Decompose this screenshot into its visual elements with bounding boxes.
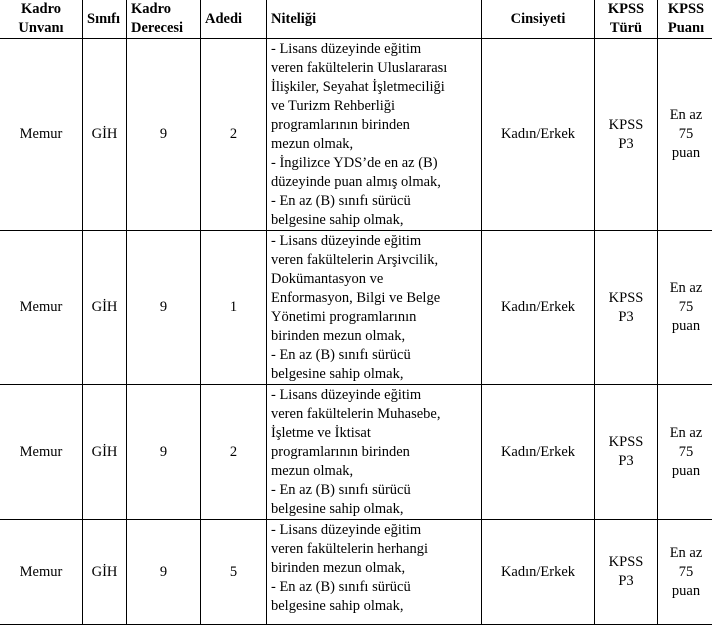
cell-niteligi-line: - En az (B) sınıfı sürücü bbox=[271, 346, 477, 365]
cell-kpss-puani bbox=[658, 385, 712, 520]
cell-kadro-derecesi: 9 bbox=[127, 520, 201, 625]
cell-niteligi-line: - Lisans düzeyinde eğitim bbox=[271, 40, 477, 59]
cell-adedi: 2 bbox=[201, 39, 267, 231]
cell-kpss-puani-line: 75 bbox=[662, 298, 710, 317]
table-row bbox=[0, 520, 712, 625]
table-row bbox=[0, 231, 712, 385]
cell-niteligi-line: birinden mezun olmak, bbox=[271, 327, 477, 346]
cell-adedi: 2 bbox=[201, 385, 267, 520]
cell-kpss-puani-line: 75 bbox=[662, 125, 710, 144]
cell-adedi: 1 bbox=[201, 231, 267, 385]
header-kpss-turu: KPSS Türü bbox=[595, 0, 658, 39]
cell-niteligi bbox=[267, 231, 482, 385]
cell-niteligi-line: - En az (B) sınıfı sürücü bbox=[271, 192, 477, 211]
cell-kpss-puani-line: En az bbox=[662, 544, 710, 563]
cell-sinifi: GİH bbox=[83, 385, 127, 520]
cell-kpss-puani-line: puan bbox=[662, 144, 710, 163]
cell-niteligi bbox=[267, 520, 482, 625]
header-kpss-puani: KPSS Puanı bbox=[658, 0, 712, 39]
header-adedi: Adedi bbox=[201, 0, 267, 39]
cell-kpss-turu bbox=[595, 385, 658, 520]
cell-kpss-puani-line: 75 bbox=[662, 563, 710, 582]
cell-kpss-turu-line: KPSS bbox=[599, 553, 653, 572]
cell-kpss-puani bbox=[658, 520, 712, 625]
header-sinifi: Sınıfı bbox=[83, 0, 127, 39]
cell-kadro-unvani: Memur bbox=[0, 385, 83, 520]
cell-kpss-turu-line: P3 bbox=[599, 452, 653, 471]
cell-kadro-unvani: Memur bbox=[0, 231, 83, 385]
cell-niteligi-line: veren fakültelerin herhangi bbox=[271, 540, 477, 559]
cell-niteligi-line: belgesine sahip olmak, bbox=[271, 500, 477, 519]
cell-kpss-puani bbox=[658, 39, 712, 231]
cell-niteligi-line: veren fakültelerin Uluslararası bbox=[271, 59, 477, 78]
cell-niteligi-line: ve Turizm Rehberliği bbox=[271, 97, 477, 116]
cell-niteligi-line: veren fakültelerin Muhasebe, bbox=[271, 405, 477, 424]
cell-kpss-puani bbox=[658, 231, 712, 385]
cell-niteligi-line: düzeyinde puan almış olmak, bbox=[271, 173, 477, 192]
cell-kpss-turu bbox=[595, 39, 658, 231]
cell-niteligi-line: - Lisans düzeyinde eğitim bbox=[271, 386, 477, 405]
cell-kadro-unvani: Memur bbox=[0, 39, 83, 231]
cell-niteligi-line: - En az (B) sınıfı sürücü bbox=[271, 578, 477, 597]
cell-kpss-turu bbox=[595, 520, 658, 625]
cell-niteligi-line: - Lisans düzeyinde eğitim bbox=[271, 232, 477, 251]
cell-kpss-turu-line: KPSS bbox=[599, 289, 653, 308]
cell-kpss-turu bbox=[595, 231, 658, 385]
header-cinsiyeti: Cinsiyeti bbox=[482, 0, 595, 39]
cell-niteligi bbox=[267, 39, 482, 231]
cell-kadro-derecesi: 9 bbox=[127, 231, 201, 385]
cell-niteligi-line: Dokümantasyon ve bbox=[271, 270, 477, 289]
cell-kpss-puani-line: En az bbox=[662, 279, 710, 298]
cell-kpss-puani-line: En az bbox=[662, 106, 710, 125]
cell-kadro-derecesi: 9 bbox=[127, 39, 201, 231]
cell-niteligi-line: İlişkiler, Seyahat İşletmeciliği bbox=[271, 78, 477, 97]
cell-kpss-turu-line: P3 bbox=[599, 308, 653, 327]
cell-cinsiyeti: Kadın/Erkek bbox=[482, 39, 595, 231]
cell-niteligi-line: mezun olmak, bbox=[271, 462, 477, 481]
cell-cinsiyeti: Kadın/Erkek bbox=[482, 520, 595, 625]
cell-sinifi: GİH bbox=[83, 231, 127, 385]
cell-niteligi-line: birinden mezun olmak, bbox=[271, 559, 477, 578]
header-kadro-unvani: Kadro Unvanı bbox=[0, 0, 83, 39]
cell-adedi: 5 bbox=[201, 520, 267, 625]
cell-sinifi: GİH bbox=[83, 520, 127, 625]
cell-sinifi: GİH bbox=[83, 39, 127, 231]
header-kadro-derecesi: Kadro Derecesi bbox=[127, 0, 201, 39]
cell-niteligi-line: programlarının birinden bbox=[271, 116, 477, 135]
cell-kpss-puani-line: 75 bbox=[662, 443, 710, 462]
table-row bbox=[0, 385, 712, 520]
header-row bbox=[0, 0, 712, 39]
cell-kpss-turu-line: P3 bbox=[599, 572, 653, 591]
cell-kpss-turu-line: KPSS bbox=[599, 116, 653, 135]
cell-kpss-puani-line: puan bbox=[662, 582, 710, 601]
cell-niteligi-line: Enformasyon, Bilgi ve Belge bbox=[271, 289, 477, 308]
cell-kpss-turu-line: P3 bbox=[599, 135, 653, 154]
cell-kpss-puani-line: En az bbox=[662, 424, 710, 443]
cell-niteligi-line: belgesine sahip olmak, bbox=[271, 211, 477, 230]
cell-niteligi-line: belgesine sahip olmak, bbox=[271, 365, 477, 384]
cell-kadro-unvani: Memur bbox=[0, 520, 83, 625]
cell-niteligi-line: Yönetimi programlarının bbox=[271, 308, 477, 327]
cell-kpss-puani-line: puan bbox=[662, 462, 710, 481]
table-body bbox=[0, 39, 712, 625]
cell-niteligi-line: İşletme ve İktisat bbox=[271, 424, 477, 443]
cell-niteligi-line: veren fakültelerin Arşivcilik, bbox=[271, 251, 477, 270]
cell-niteligi-line: - İngilizce YDS’de en az (B) bbox=[271, 154, 477, 173]
cell-niteligi-line: - En az (B) sınıfı sürücü bbox=[271, 481, 477, 500]
table-row bbox=[0, 39, 712, 231]
cell-niteligi-line: - Lisans düzeyinde eğitim bbox=[271, 521, 477, 540]
cell-kpss-turu-line: KPSS bbox=[599, 433, 653, 452]
cell-niteligi-line: programlarının birinden bbox=[271, 443, 477, 462]
cell-cinsiyeti: Kadın/Erkek bbox=[482, 231, 595, 385]
cell-niteligi-line: mezun olmak, bbox=[271, 135, 477, 154]
cell-cinsiyeti: Kadın/Erkek bbox=[482, 385, 595, 520]
cell-niteligi bbox=[267, 385, 482, 520]
cell-niteligi-line: belgesine sahip olmak, bbox=[271, 597, 477, 616]
cell-kpss-puani-line: puan bbox=[662, 317, 710, 336]
header-niteligi: Niteliği bbox=[267, 0, 482, 39]
cell-kadro-derecesi: 9 bbox=[127, 385, 201, 520]
